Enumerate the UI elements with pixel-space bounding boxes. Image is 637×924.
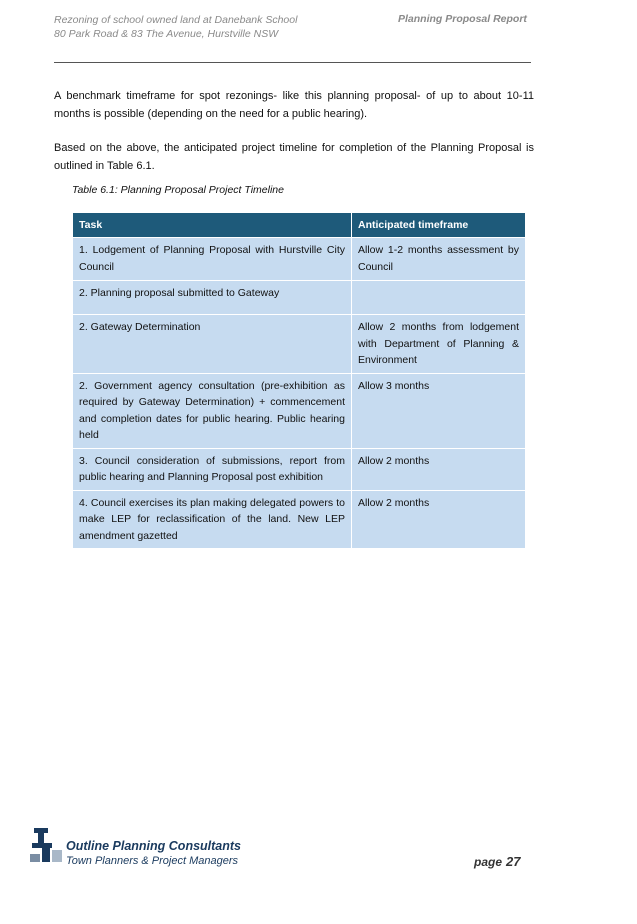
table-row [73, 448, 526, 490]
timeframe-cell: Allow 3 months [352, 373, 526, 448]
header-line-2: 80 Park Road & 83 The Avenue, Hurstville NSW [54, 28, 279, 40]
document-header-subject [54, 13, 297, 41]
timeframe-cell [352, 281, 526, 315]
task-cell: 2. Government agency consultation (pre-exhibition as required by Gateway Determination) + commencement and completion dates for public hearing. Public hearing held [73, 373, 352, 448]
timeframe-cell: Allow 2 months [352, 490, 526, 549]
header-divider [54, 62, 531, 63]
page-label: page [474, 855, 503, 869]
header-line-1: Rezoning of school owned land at Danebank School [54, 14, 298, 26]
footer-company-name: Outline Planning Consultants [66, 839, 241, 853]
header-timeframe: Anticipated timeframe [352, 213, 526, 238]
table-row [73, 238, 526, 281]
task-cell: 1. Lodgement of Planning Proposal with Hurstville City Council [73, 238, 352, 281]
page-number [474, 854, 520, 869]
footer-tagline: Town Planners & Project Managers [66, 855, 239, 867]
task-cell: 3. Council consideration of submissions, report from public hearing and Planning Proposal post exhibition [73, 448, 352, 490]
body-paragraph-1: A benchmark timeframe for spot rezonings- like this planning proposal- of up to about 10-11 months is possible (depending on the need for a public hearing). [54, 90, 534, 120]
page-number-value: 27 [506, 854, 521, 869]
task-cell: 2. Gateway Determination [73, 315, 352, 374]
timeframe-cell: Allow 2 months [352, 448, 526, 490]
project-timeline-table [72, 212, 526, 549]
task-cell: 4. Council exercises its plan making delegated powers to make LEP for reclassification of the land. New LEP amendment gazetted [73, 490, 352, 549]
timeframe-cell: Allow 1-2 months assessment by Council [352, 238, 526, 281]
task-cell: 2. Planning proposal submitted to Gateway [73, 281, 352, 315]
header-task: Task [73, 213, 352, 238]
table-header-row [73, 213, 526, 238]
table-row [73, 315, 526, 374]
table-row [73, 373, 526, 448]
table-row [73, 281, 526, 315]
company-logo-icon [28, 826, 64, 866]
body-paragraph-2: Based on the above, the anticipated project timeline for completion of the Planning Proposal is outlined in Table 6.1. [54, 142, 534, 172]
table-row [73, 490, 526, 549]
table-caption: Table 6.1: Planning Proposal Project Timeline [72, 184, 284, 196]
header-report-title: Planning Proposal Report [398, 13, 527, 25]
timeframe-cell: Allow 2 months from lodgement with Department of Planning & Environment [352, 315, 526, 374]
